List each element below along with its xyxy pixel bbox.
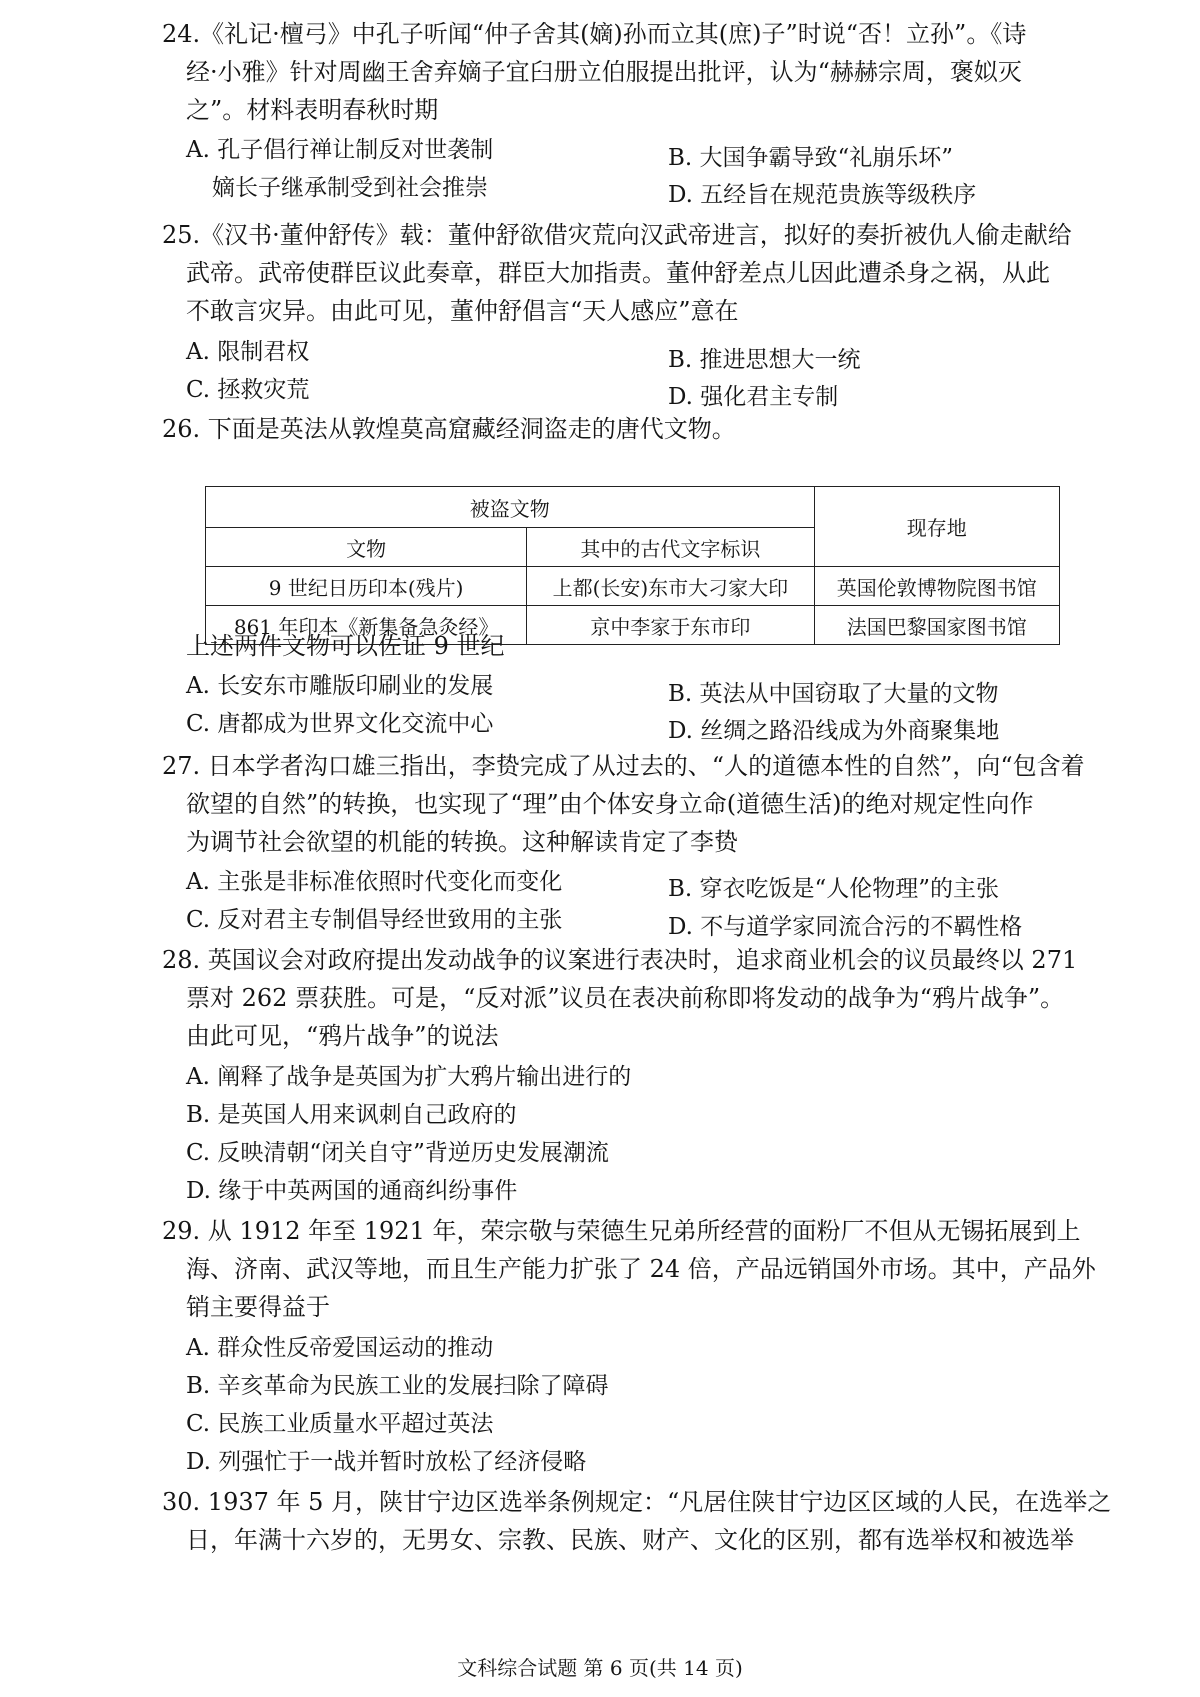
q27-stem-line-2: 欲望的自然”的转换，也实现了“理”由个体安身立命(道德生活)的绝对规定性向作 [186, 790, 1034, 818]
q24-option-c: 嫡长子继承制受到社会推崇 [212, 175, 488, 201]
q25-stem-line-1: 25.《汉书·董仲舒传》载：董仲舒欲借灾荒向汉武帝进言，拟好的奏折被仇人偷走献给 [162, 221, 1072, 249]
q30-stem-line-1: 30. 1937 年 5 月，陕甘宁边区选举条例规定：“凡居住陕甘宁边区区域的人民，在选举之 [162, 1488, 1112, 1516]
q25-option-a: A. 限制君权 [186, 339, 310, 365]
table-header-mark: 其中的古代文字标识 [527, 528, 814, 567]
q29-stem-line-2: 海、济南、武汉等地，而且生产能力扩张了 24 倍，产品远销国外市场。其中，产品外 [186, 1255, 1096, 1283]
table-cell-relic: 9 世纪日历印本(残片) [206, 567, 527, 606]
q26-stem: 26. 下面是英法从敦煌莫高窟藏经洞盗走的唐代文物。 [162, 415, 736, 443]
q29-stem-line-3: 销主要得益于 [186, 1293, 330, 1321]
q26-option-a: A. 长安东市雕版印刷业的发展 [186, 673, 494, 699]
q29-option-a: A. 群众性反帝爱国运动的推动 [186, 1335, 494, 1361]
q29-option-d: D. 列强忙于一战并暂时放松了经济侵略 [186, 1449, 587, 1475]
table-row [206, 567, 1060, 606]
q24-option-b: B. 大国争霸导致“礼崩乐坏” [668, 145, 954, 171]
q27-option-c: C. 反对君主专制倡导经世致用的主张 [186, 907, 563, 933]
q25-stem-line-2: 武帝。武帝使群臣议此奏章，群臣大加指责。董仲舒差点儿因此遭杀身之祸，从此 [186, 259, 1050, 287]
table-header-place: 现存地 [814, 487, 1059, 567]
q29-option-c: C. 民族工业质量水平超过英法 [186, 1411, 494, 1437]
q28-stem-line-3: 由此可见，“鸦片战争”的说法 [186, 1022, 499, 1050]
table-cell-relic: 861 年印本《新集备急灸经》 [206, 606, 527, 645]
q26-option-d: D. 丝绸之路沿线成为外商聚集地 [668, 718, 1000, 744]
q28-option-a: A. 阐释了战争是英国为扩大鸦片输出进行的 [186, 1064, 632, 1090]
q25-option-b: B. 推进思想大一统 [668, 347, 861, 373]
q27-option-a: A. 主张是非标准依照时代变化而变化 [186, 869, 563, 895]
q28-stem-line-2: 票对 262 票获胜。可是，“反对派”议员在表决前称即将发动的战争为“鸦片战争”。 [186, 984, 1065, 1012]
q25-stem-line-3: 不敢言灾异。由此可见，董仲舒倡言“天人感应”意在 [186, 297, 739, 325]
table-header-relic: 文物 [206, 528, 527, 567]
stolen-relics-table [205, 486, 1060, 645]
q25-option-c: C. 拯救灾荒 [186, 377, 310, 403]
q28-option-d: D. 缘于中英两国的通商纠纷事件 [186, 1178, 518, 1204]
q24-option-a: A. 孔子倡行禅让制反对世袭制 [186, 137, 494, 163]
q29-option-b: B. 辛亥革命为民族工业的发展扫除了障碍 [186, 1373, 609, 1399]
q26-option-c: C. 唐都成为世界文化交流中心 [186, 711, 494, 737]
table-cell-mark: 京中李家于东市印 [527, 606, 814, 645]
page-footer: 文科综合试题 第 6 页(共 14 页) [457, 1656, 743, 1680]
table-group-header: 被盗文物 [206, 487, 815, 528]
q24-stem-line-2: 经·小雅》针对周幽王舍弃嫡子宜臼册立伯服提出批评，认为“赫赫宗周，褒姒灭 [186, 58, 1022, 86]
q27-option-b: B. 穿衣吃饭是“人伦物理”的主张 [668, 876, 1000, 902]
q27-stem-line-1: 27. 日本学者沟口雄三指出，李贽完成了从过去的、“人的道德本性的自然”，向“包含着 [162, 752, 1085, 780]
q29-stem-line-1: 29. 从 1912 年至 1921 年，荣宗敬与荣德生兄弟所经营的面粉厂不但从无锡拓展到上 [162, 1217, 1081, 1245]
q27-stem-line-3: 为调节社会欲望的机能的转换。这种解读肯定了李贽 [186, 828, 738, 856]
q30-stem-line-2: 日，年满十六岁的，无男女、宗教、民族、财产、文化的区别，都有选举权和被选举 [186, 1526, 1074, 1554]
q24-stem-line-3: 之”。材料表明春秋时期 [186, 96, 439, 124]
q26-option-b: B. 英法从中国窃取了大量的文物 [668, 681, 999, 707]
table-cell-mark: 上都(长安)东市大刁家大印 [527, 567, 814, 606]
q28-stem-line-1: 28. 英国议会对政府提出发动战争的议案进行表决时，追求商业机会的议员最终以 271 [162, 946, 1078, 974]
table-cell-place: 法国巴黎国家图书馆 [814, 606, 1059, 645]
q24-stem-line-1: 24.《礼记·檀弓》中孔子听闻“仲子舍其(嫡)孙而立其(庶)子”时说“否！立孙”。《诗 [162, 20, 1027, 48]
q27-option-d: D. 不与道学家同流合污的不羁性格 [668, 914, 1023, 940]
q28-option-c: C. 反映清朝“闭关自守”背逆历史发展潮流 [186, 1140, 609, 1166]
q28-option-b: B. 是英国人用来讽刺自己政府的 [186, 1102, 517, 1128]
table-cell-place: 英国伦敦博物院图书馆 [814, 567, 1059, 606]
q26-followup: 上述两件文物可以佐证 9 世纪 [186, 632, 505, 660]
q24-option-d: D. 五经旨在规范贵族等级秩序 [668, 182, 977, 208]
q25-option-d: D. 强化君主专制 [668, 384, 839, 410]
